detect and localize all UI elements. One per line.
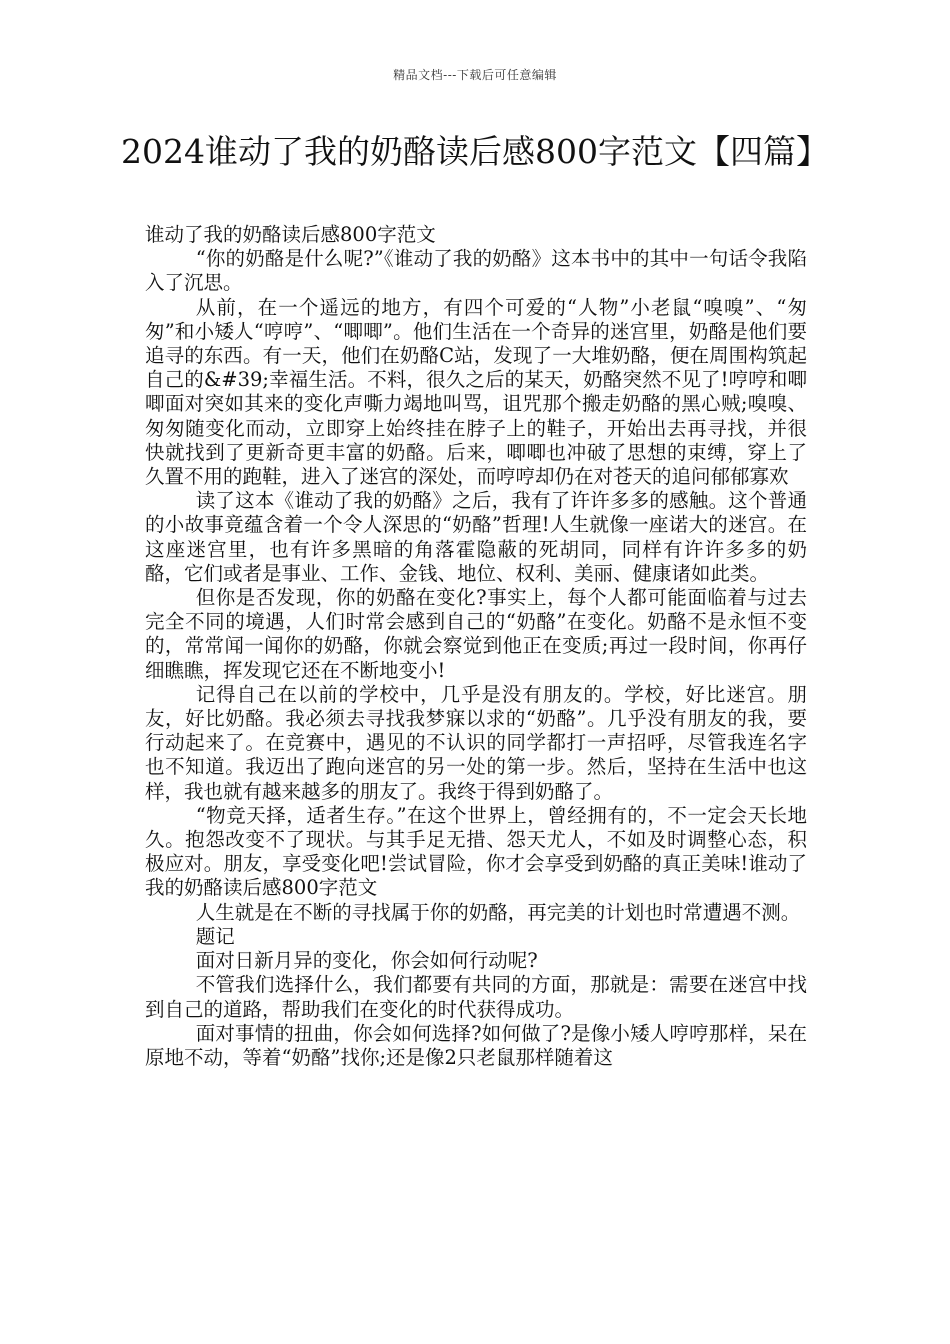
paragraph: 题记 xyxy=(195,924,235,948)
section-heading: 谁动了我的奶酪读后感800字范文 xyxy=(145,223,436,246)
paragraph: 但你是否发现，你的奶酪在变化?事实上，每个人都可能面临着与过去完全不同的境遇，人们时常会感到自己的“奶酪”在变化。奶酪不是永恒不变的，常常闻一闻你的奶酪，你就会察觉到他正在变质;再过一段时间，你再仔细瞧瞧，挥发现它还在不断地变小! xyxy=(145,586,807,682)
paragraph: 从前，在一个遥远的地方，有四个可爱的“人物”小老鼠“嗅嗅”、“匆匆”和小矮人“哼哼”、“唧唧”。他们生活在一个奇异的迷宫里，奶酪是他们要追寻的东西。有一天，他们在奶酪C站，发现了一大堆奶酪，便在周围构筑起自己的&#39;幸福生活。不料，很久之后的某天，奶酪突然不见了!哼哼和唧唧面对突如其来的变化声嘶力竭地叫骂，诅咒那个搬走奶酪的黑心贼;嗅嗅、匆匆随变化而动，立即穿上始终挂在脖子上的鞋子，开始出去再寻找，并很快就找到了更新奇更丰富的奶酪。后来，唧唧也冲破了思想的束缚，穿上了久置不用的跑鞋，进入了迷宫的深处，而哼哼却仍在对苍天的追问郁郁寡欢 xyxy=(145,295,807,489)
document-body xyxy=(145,223,807,1070)
header-note: 精品文档---下载后可任意编辑 xyxy=(393,68,557,82)
paragraph: “物竞天择，适者生存。”在这个世界上，曾经拥有的，不一定会天长地久。抱怨改变不了现状。与其手足无措、怨天尤人，不如及时调整心态，积极应对。朋友，享受变化吧!尝试冒险，你才会享受到奶酪的真正美味!谁动了我的奶酪读后感800字范文 xyxy=(145,803,807,900)
paragraph: 不管我们选择什么，我们都要有共同的方面，那就是：需要在迷宫中找到自己的道路，帮助我们在变化的时代获得成功。 xyxy=(145,973,807,1021)
paragraph: 面对日新月异的变化，你会如何行动呢? xyxy=(195,949,538,973)
paragraph: “你的奶酪是什么呢?”《谁动了我的奶酪》这本书中的其中一句话令我陷入了沉思。 xyxy=(145,247,807,295)
paragraph: 记得自己在以前的学校中，几乎是没有朋友的。学校，好比迷宫。朋友，好比奶酪。我必须去寻找我梦寐以求的“奶酪”。几乎没有朋友的我，要行动起来了。在竞赛中，遇见的不认识的同学都打一声招呼，尽管我连名字也不知道。我迈出了跑向迷宫的另一处的第一步。然后，坚持在生活中也这样，我也就有越来越多的朋友了。我终于得到奶酪了。 xyxy=(145,682,807,803)
document-title: 2024谁动了我的奶酪读后感800字范文【四篇】 xyxy=(121,132,829,171)
paragraph: 读了这本《谁动了我的奶酪》之后，我有了许许多多的感触。这个普通的小故事竟蕴含着一个令人深思的“奶酪”哲理!人生就像一座诺大的迷宫。在这座迷宫里，也有许多黑暗的角落霍隐蔽的死胡同，同样有许许多多的奶酪，它们或者是事业、工作、金钱、地位、权利、美丽、健康诸如此类。 xyxy=(145,489,807,585)
paragraph: 面对事情的扭曲，你会如何选择?如何做了?是像小矮人哼哼那样，呆在原地不动，等着“奶酪”找你;还是像2只老鼠那样随着这 xyxy=(145,1021,807,1069)
paragraph: 人生就是在不断的寻找属于你的奶酪，再完美的计划也时常遭遇不测。 xyxy=(195,900,801,924)
